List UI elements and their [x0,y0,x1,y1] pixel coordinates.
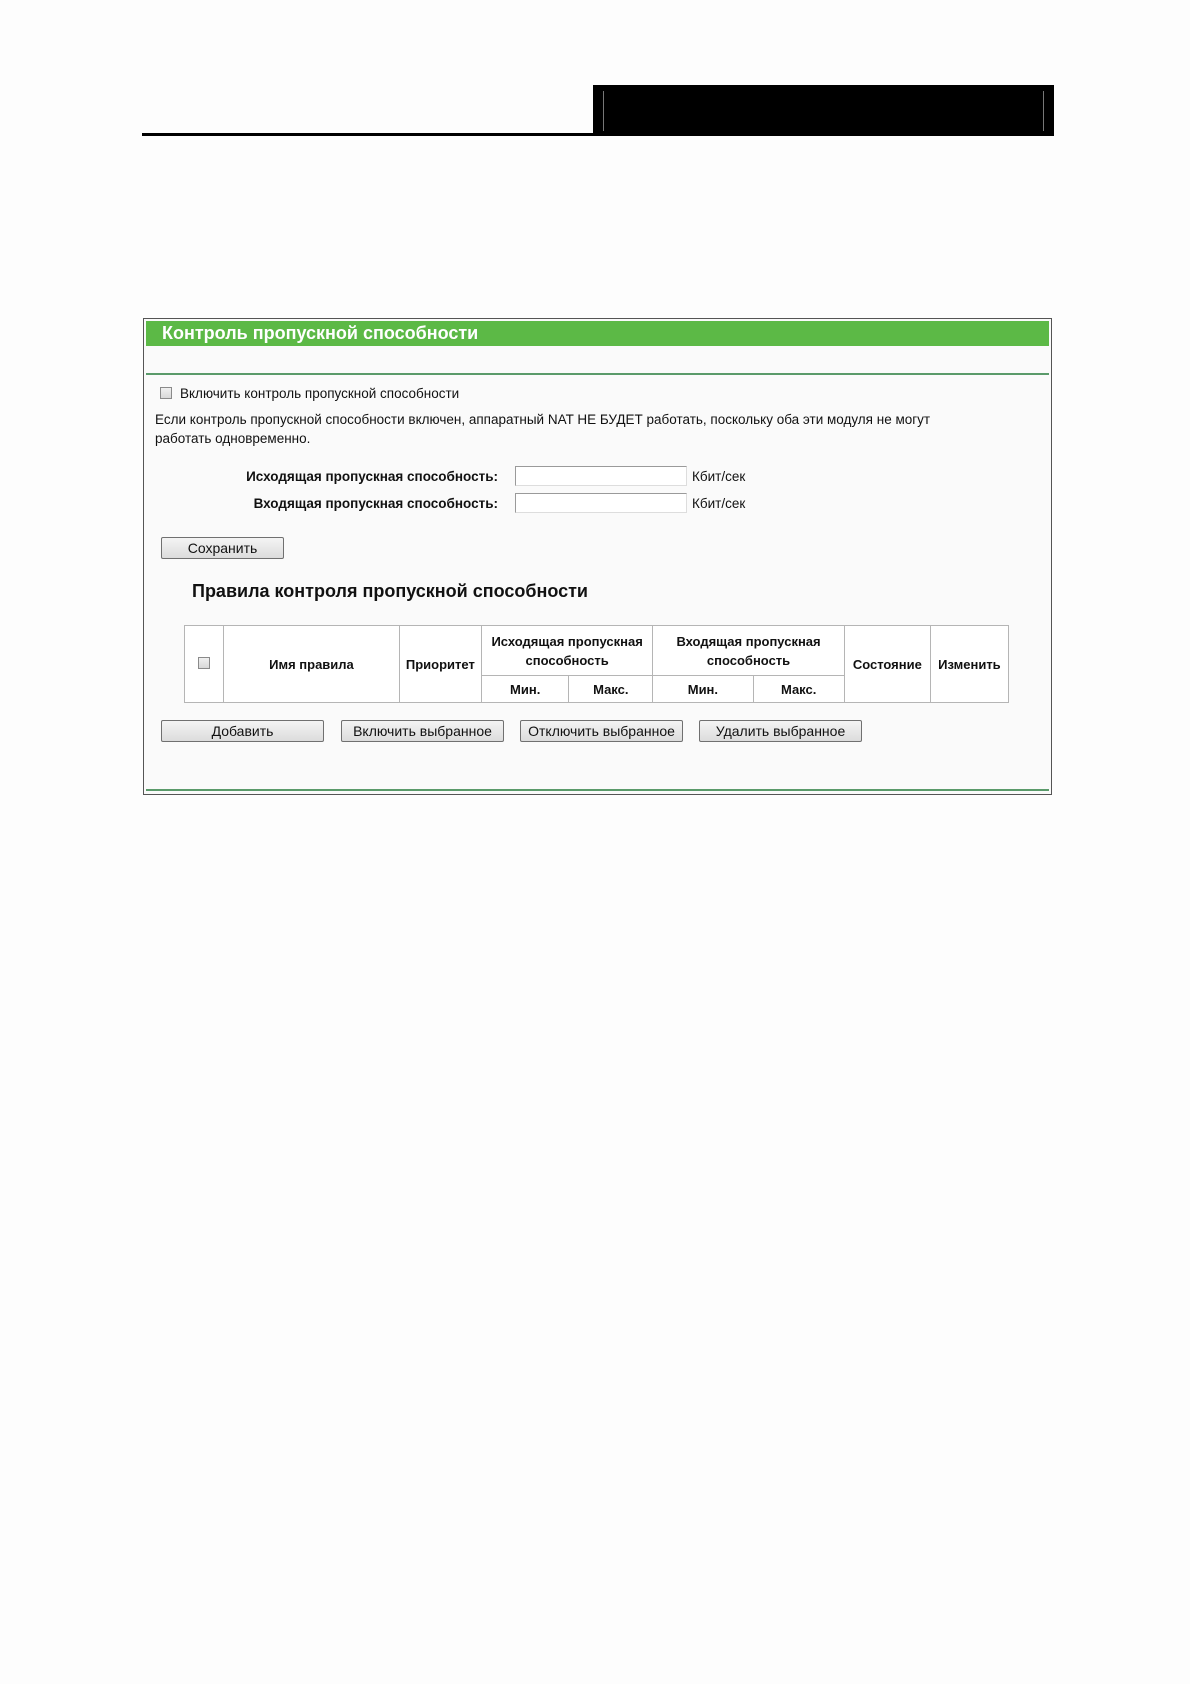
egress-bandwidth-row [144,466,1053,488]
col-ingress-max: Макс. [753,676,844,703]
col-rule-name: Имя правила [224,626,400,703]
egress-unit: Кбит/сек [692,469,746,484]
document-header-block [593,85,1054,136]
panel-title: Контроль пропускной способности [146,321,1049,346]
select-all-checkbox[interactable] [198,657,210,669]
col-egress-max: Макс. [569,676,653,703]
enable-bandwidth-control[interactable] [160,385,459,401]
ingress-unit: Кбит/сек [692,496,746,511]
bandwidth-control-panel [143,318,1052,795]
disable-selected-button[interactable]: Отключить выбранное [520,720,683,742]
col-egress-min: Мин. [482,676,569,703]
ingress-bandwidth-label: Входящая пропускная способность: [253,496,498,511]
col-priority: Приоритет [399,626,481,703]
egress-bandwidth-label: Исходящая пропускная способность: [246,469,498,484]
col-ingress: Входящая пропускная способность [653,626,845,676]
panel-divider-bottom [146,789,1049,791]
col-status: Состояние [844,626,930,703]
panel-divider-top [146,373,1049,375]
enable-checkbox[interactable] [160,387,172,399]
rules-section-title: Правила контроля пропускной способности [192,581,588,601]
add-rule-button[interactable]: Добавить [161,720,324,742]
rules-table [184,625,1009,703]
enable-selected-button[interactable]: Включить выбранное [341,720,504,742]
delete-selected-button[interactable]: Удалить выбранное [699,720,862,742]
save-button[interactable]: Сохранить [161,537,284,559]
col-edit: Изменить [930,626,1008,703]
col-egress: Исходящая пропускная способность [482,626,653,676]
ingress-bandwidth-input[interactable] [515,493,687,513]
document-header-rule [142,133,1054,136]
ingress-bandwidth-row [144,493,1053,515]
col-ingress-min: Мин. [653,676,753,703]
select-all-cell [185,626,224,703]
enable-checkbox-label: Включить контроль пропускной способности [180,385,460,401]
nat-warning-note: Если контроль пропускной способности включен, аппаратный NAT НЕ БУДЕТ работать, поскольку оба эти модуля не могут работать одновременно. [155,412,931,446]
egress-bandwidth-input[interactable] [515,466,687,486]
